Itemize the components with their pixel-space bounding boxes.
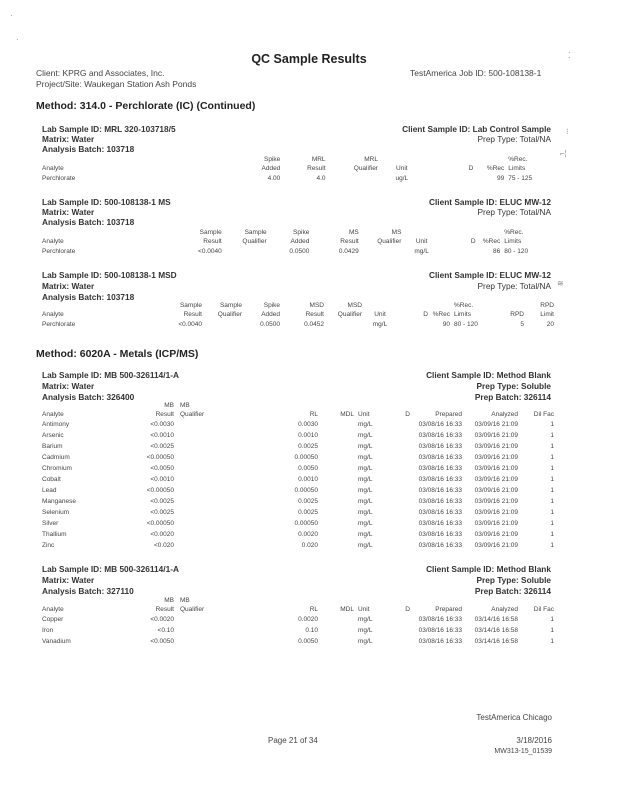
scan-mark: ⁝ [566, 127, 569, 136]
prep-type: Prep Type: Soluble [476, 575, 551, 585]
lab-sample-id: Lab Sample ID: MRL 320-103718/5 [42, 124, 176, 134]
scan-mark: ≋ [557, 279, 564, 288]
lab-sample-id: Lab Sample ID: MB 500-326114/1-A [42, 370, 179, 380]
document-reference: MW313-15_01539 [494, 748, 552, 755]
table-row: Vanadium <0.0050 0.0050 mg/L 03/08/16 16:33 03/14/16 16:58 1 [42, 638, 554, 645]
lcs-table [42, 156, 552, 184]
prep-batch: Prep Batch: 326114 [474, 392, 551, 402]
analysis-batch: Analysis Batch: 327110 [42, 586, 134, 596]
job-id: TestAmerica Job ID: 500-108138-1 [410, 68, 542, 78]
ms-table [42, 229, 552, 257]
client-sample-id: Client Sample ID: Method Blank [426, 564, 551, 574]
page-title: QC Sample Results [251, 52, 367, 66]
page-number: Page 21 of 34 [268, 736, 318, 745]
table-row: Selenium <0.0025 0.0025 mg/L 03/08/16 16:33 03/09/16 21:09 1 [42, 509, 554, 516]
table-header-row: MB MB [164, 402, 190, 409]
lab-sample-id: Lab Sample ID: MB 500-326114/1-A [42, 564, 179, 574]
table-row: Cadmium <0.00050 0.00050 mg/L 03/08/16 16:33 03/09/16 21:09 1 [42, 454, 554, 461]
footer-company: TestAmerica Chicago [476, 713, 552, 722]
matrix: Matrix: Water [42, 207, 95, 217]
table-row: Lead <0.00050 0.00050 mg/L 03/08/16 16:33 03/09/16 21:09 1 [42, 487, 554, 494]
client-sample-id: Client Sample ID: ELUC MW-12 [429, 197, 551, 207]
project-site: Project/Site: Waukegan Station Ash Ponds [36, 79, 197, 89]
table-header-row: Analyte Result Qualifier RL MDL Unit D Prepared Analyzed Dil Fac [42, 410, 554, 418]
scan-mark: · [16, 35, 19, 44]
matrix: Matrix: Water [42, 134, 95, 144]
table-row: Zinc <0.020 0.020 mg/L 03/08/16 16:33 03/09/16 21:09 1 [42, 542, 554, 549]
table-row: Antimony <0.0030 0.0030 mg/L 03/08/16 16:33 03/09/16 21:09 1 [42, 421, 554, 428]
client-name: Client: KPRG and Associates, Inc. [36, 68, 165, 78]
client-sample-id: Client Sample ID: Method Blank [426, 370, 551, 380]
table-header-row: Sample Sample Spike MS MS %Rec. [199, 229, 524, 236]
matrix: Matrix: Water [42, 281, 95, 291]
lab-sample-id: Lab Sample ID: 500-108138-1 MS [42, 197, 171, 207]
matrix: Matrix: Water [42, 381, 95, 391]
table-row: Thallium <0.0020 0.0020 mg/L 03/08/16 16:33 03/09/16 21:09 1 [42, 531, 554, 538]
table-row: Silver <0.00050 0.00050 mg/L 03/08/16 16:33 03/09/16 21:09 1 [42, 520, 554, 527]
client-sample-id: Client Sample ID: Lab Control Sample [402, 124, 551, 134]
table-row: Perchlorate <0.0040 0.0500 0.0452 mg/L 90 80 - 120 5 20 [42, 321, 554, 328]
prep-type: Prep Type: Total/NA [477, 134, 551, 144]
table-row: Barium <0.0025 0.0025 mg/L 03/08/16 16:33 03/09/16 21:09 1 [42, 443, 554, 450]
table-header-row: Analyte Result Qualifier Added Result Qualifier Unit D %Rec Limits RPD Limit [42, 310, 554, 318]
table-row: Perchlorate 4.00 4.0 ug/L 99 75 - 125 [42, 175, 533, 182]
scan-mark: ⌐¦ [560, 149, 567, 158]
analysis-batch: Analysis Batch: 103718 [42, 217, 135, 227]
table-header-row: MB MB [164, 597, 190, 604]
lab-sample-id: Lab Sample ID: 500-108138-1 MSD [42, 270, 177, 280]
client-sample-id: Client Sample ID: ELUC MW-12 [429, 270, 551, 280]
analysis-batch: Analysis Batch: 103718 [42, 292, 135, 302]
analysis-batch: Analysis Batch: 103718 [42, 144, 135, 154]
table-row: Copper <0.0020 0.0020 mg/L 03/08/16 16:33 03/14/16 16:58 1 [42, 616, 554, 623]
mb1-table [42, 402, 554, 551]
matrix: Matrix: Water [42, 575, 95, 585]
prep-type: Prep Type: Total/NA [477, 207, 551, 217]
table-row: Manganese <0.0025 0.0025 mg/L 03/08/16 16:33 03/09/16 21:09 1 [42, 498, 554, 505]
scan-mark: ⁚ [568, 51, 571, 60]
prep-type: Prep Type: Total/NA [477, 281, 551, 291]
table-row: Chromium <0.0050 0.0050 mg/L 03/08/16 16:33 03/09/16 21:09 1 [42, 465, 554, 472]
msd-table [42, 302, 554, 330]
method-heading: Method: 6020A - Metals (ICP/MS) [36, 348, 199, 360]
table-header-row: Analyte Added Result Qualifier Unit D %Rec Limits [42, 164, 526, 172]
table-row: Cobalt <0.0010 0.0010 mg/L 03/08/16 16:33 03/09/16 21:09 1 [42, 476, 554, 483]
table-row: Arsenic <0.0010 0.0010 mg/L 03/08/16 16:33 03/09/16 21:09 1 [42, 432, 554, 439]
method-heading: Method: 314.0 - Perchlorate (IC) (Continued) [36, 100, 256, 112]
table-row: Perchlorate <0.0040 0.0500 0.0429 mg/L 86 80 - 120 [42, 248, 529, 255]
prep-batch: Prep Batch: 326114 [474, 586, 551, 596]
scan-mark: · [10, 11, 13, 20]
footer-date: 3/18/2016 [516, 736, 552, 745]
analysis-batch: Analysis Batch: 326400 [42, 392, 135, 402]
table-header-row: Sample Sample Spike MSD MSD %Rec. RPD [179, 302, 554, 309]
table-header-row: Analyte Result Qualifier RL MDL Unit D Prepared Analyzed Dil Fac [42, 605, 554, 613]
table-header-row: Spike MRL MRL %Rec. [264, 156, 528, 163]
prep-type: Prep Type: Soluble [476, 381, 551, 391]
table-header-row: Analyte Result Qualifier Added Result Qualifier Unit D %Rec Limits [42, 237, 522, 245]
table-row: Iron <0.10 0.10 mg/L 03/08/16 16:33 03/14/16 16:58 1 [42, 627, 554, 634]
mb2-table [42, 597, 554, 647]
